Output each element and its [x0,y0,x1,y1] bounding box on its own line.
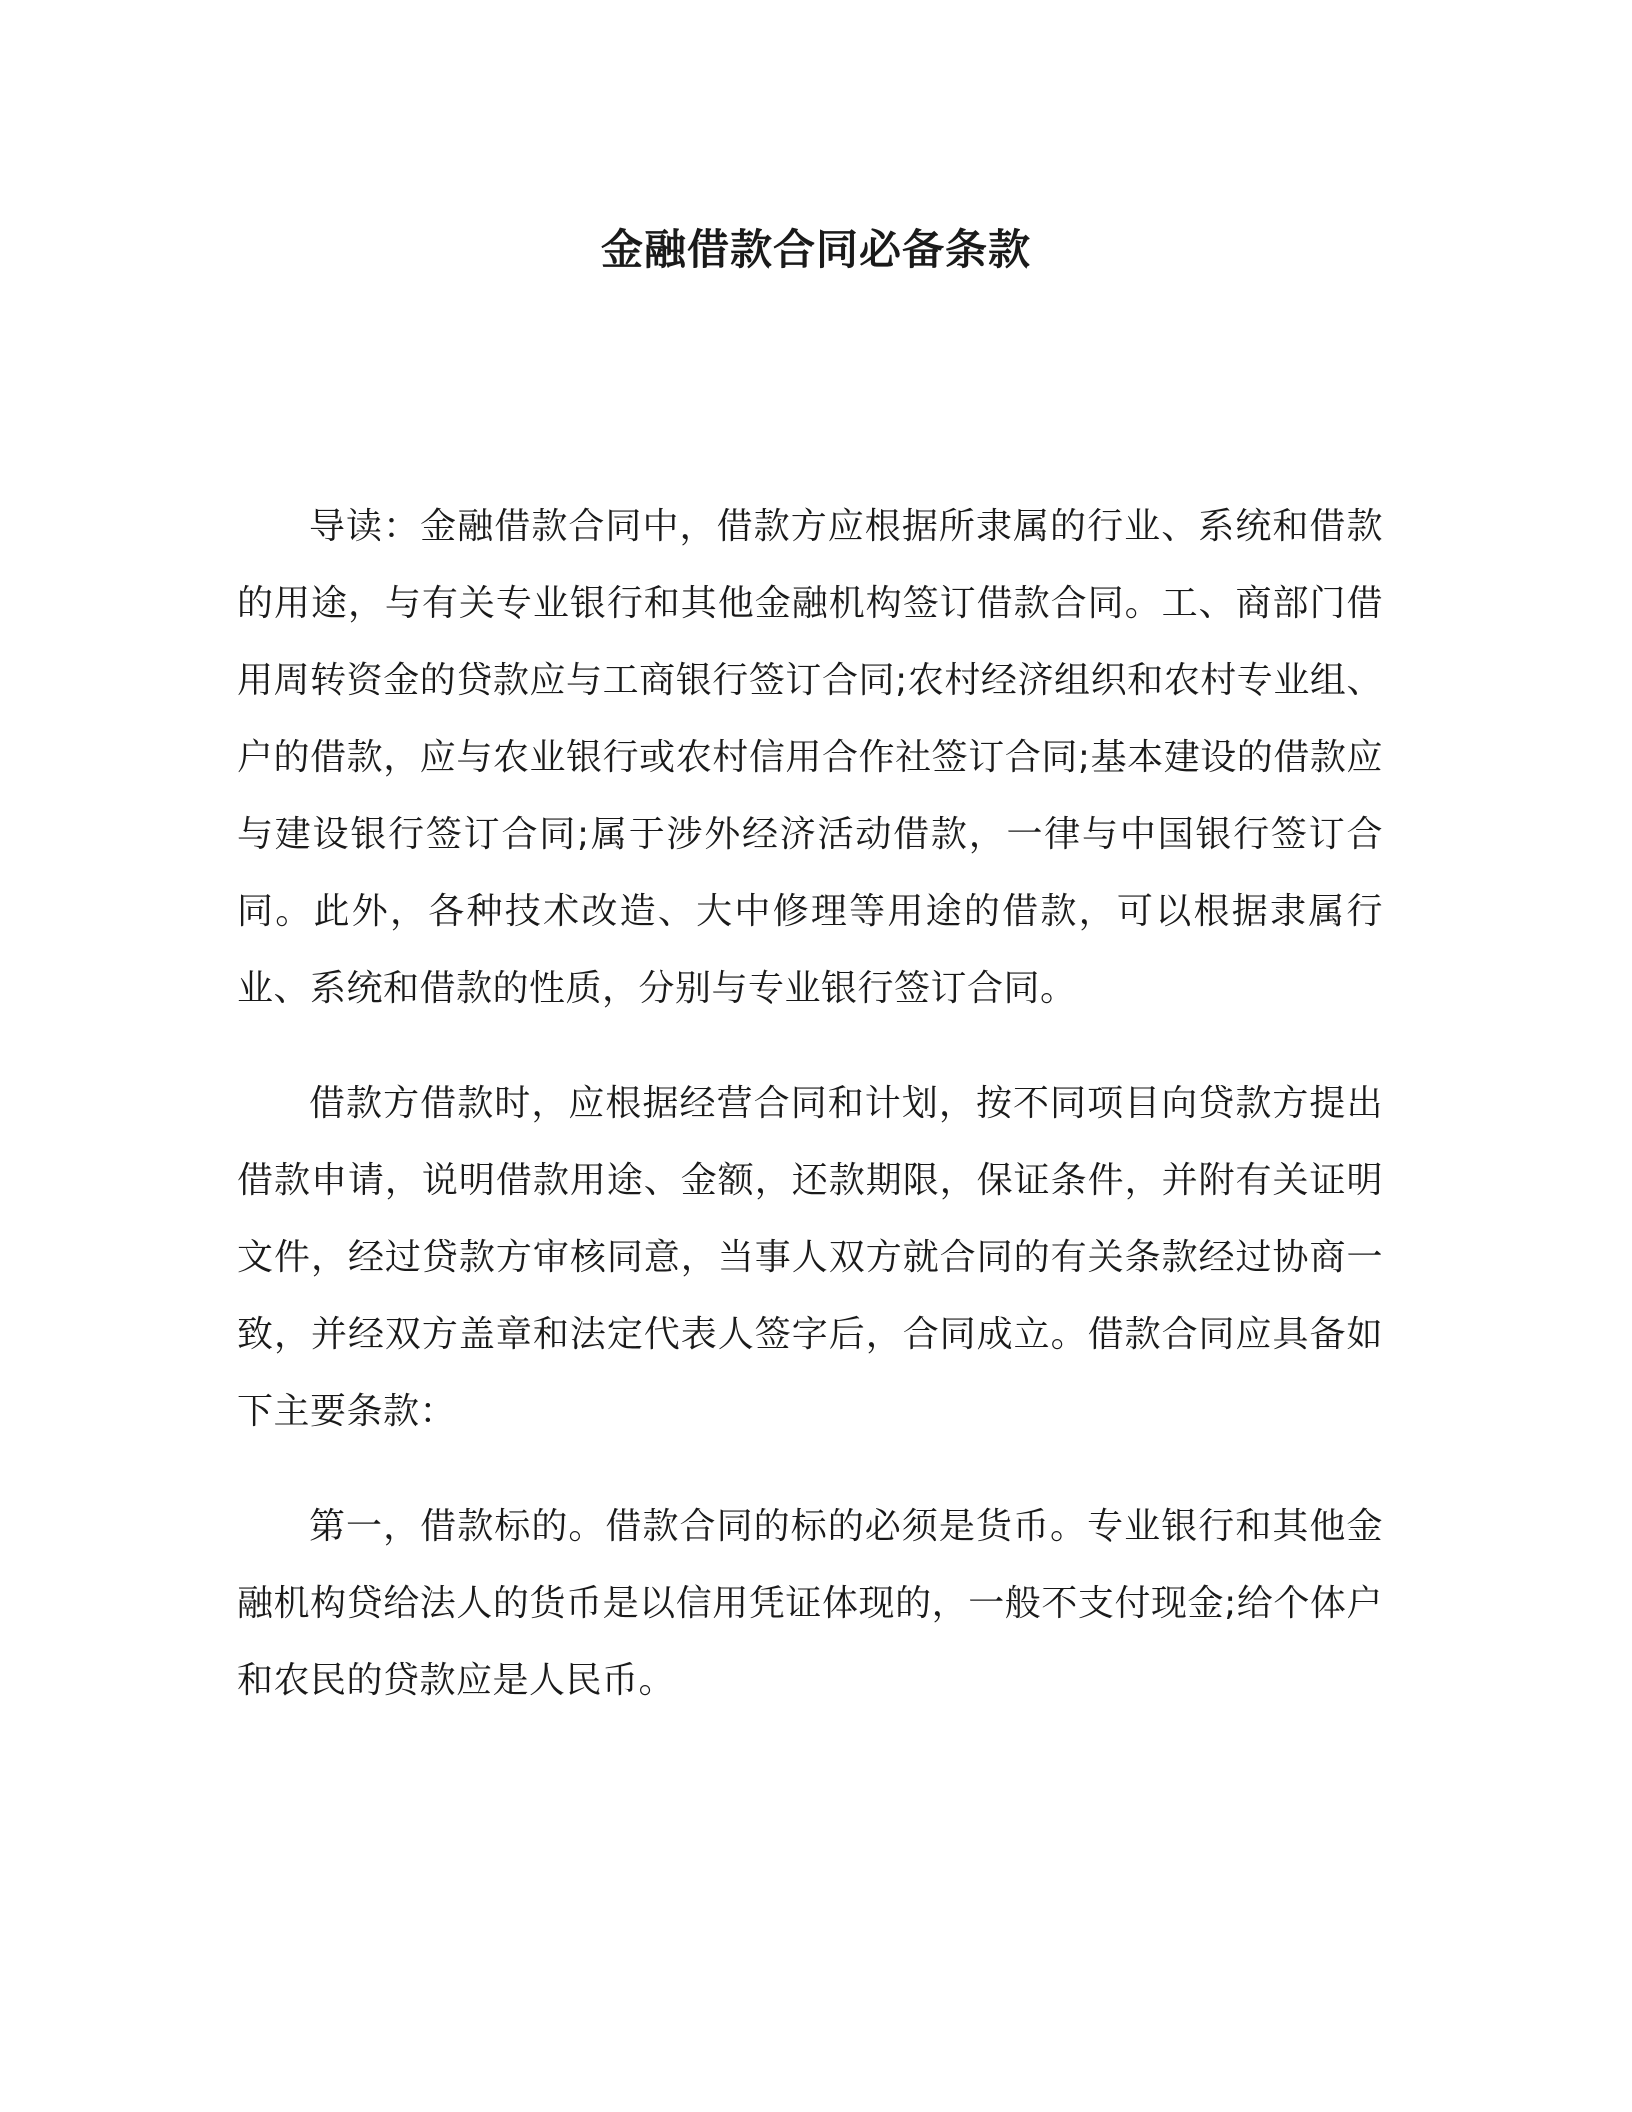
paragraph-application-process: 借款方借款时，应根据经营合同和计划，按不同项目向贷款方提出借款申请，说明借款用途、金额，还款期限，保证条件，并附有关证明文件，经过贷款方审核同意，当事人双方就合同的有关条款经过协商一致，并经双方盖章和法定代表人签字后，合同成立。借款合同应具备如下主要条款： [237,1083,1383,1432]
paragraph-clause-one: 第一，借款标的。借款合同的标的必须是货币。专业银行和其他金融机构贷给法人的货币是以信用凭证体现的，一般不支付现金;给个体户和农民的贷款应是人民币。 [237,1506,1383,1701]
document-title: 金融借款合同必备条款 [600,225,1031,274]
document-body [237,488,1383,1757]
paragraph-introduction: 导读：金融借款合同中，借款方应根据所隶属的行业、系统和借款的用途，与有关专业银行和其他金融机构签订借款合同。工、商部门借用周转资金的贷款应与工商银行签订合同;农村经济组织和农村专业组、户的借款，应与农业银行或农村信用合作社签订合同;基本建设的借款应与建设银行签订合同;属于涉外经济活动借款，一律与中国银行签订合同。此外，各种技术改造、大中修理等用途的借款，可以根据隶属行业、系统和借款的性质，分别与专业银行签订合同。 [237,506,1383,1009]
